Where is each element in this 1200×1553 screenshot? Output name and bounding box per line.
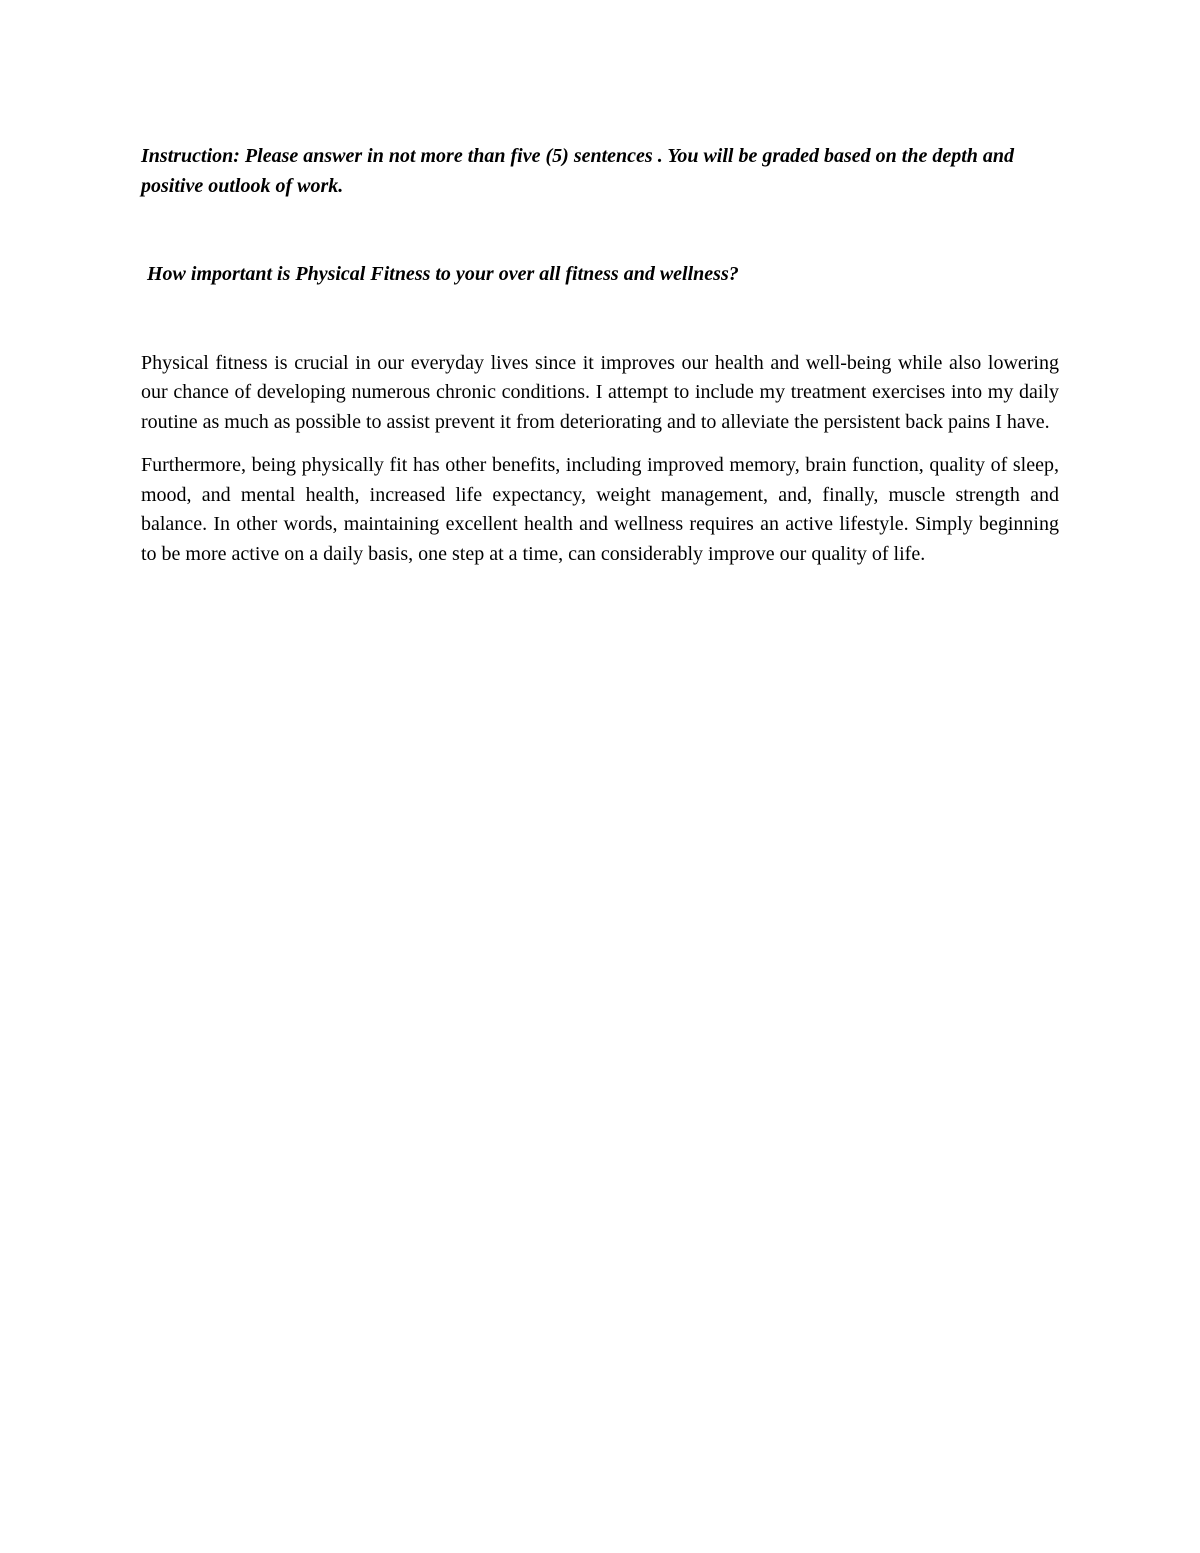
instruction-text: Instruction: Please answer in not more than five (5) sentences . You will be graded based on the depth and positive outlook of work.: [141, 145, 1015, 197]
answer-paragraph-2: Furthermore, being physically fit has other benefits, including improved memory, brain function, quality of sleep, mood, and mental health, increased life expectancy, weight management, and, finally, muscle strength and balance. In other words, maintaining excellent health and wellness requires an active lifestyle. Simply beginning to be more active on a daily basis, one step at a time, can considerably improve our quality of life.: [141, 454, 1059, 565]
question-heading: How important is Physical Fitness to your over all fitness and wellness?: [147, 263, 739, 285]
answer-paragraph-1: Physical fitness is crucial in our everyday lives since it improves our health and well-being while also lowering our chance of developing numerous chronic conditions. I attempt to include my treatment exercises into my daily routine as much as possible to assist prevent it from deteriorating and to alleviate the persistent back pains I have.: [141, 351, 1059, 433]
document-body: [141, 142, 1059, 569]
answer-section: [141, 349, 1059, 570]
